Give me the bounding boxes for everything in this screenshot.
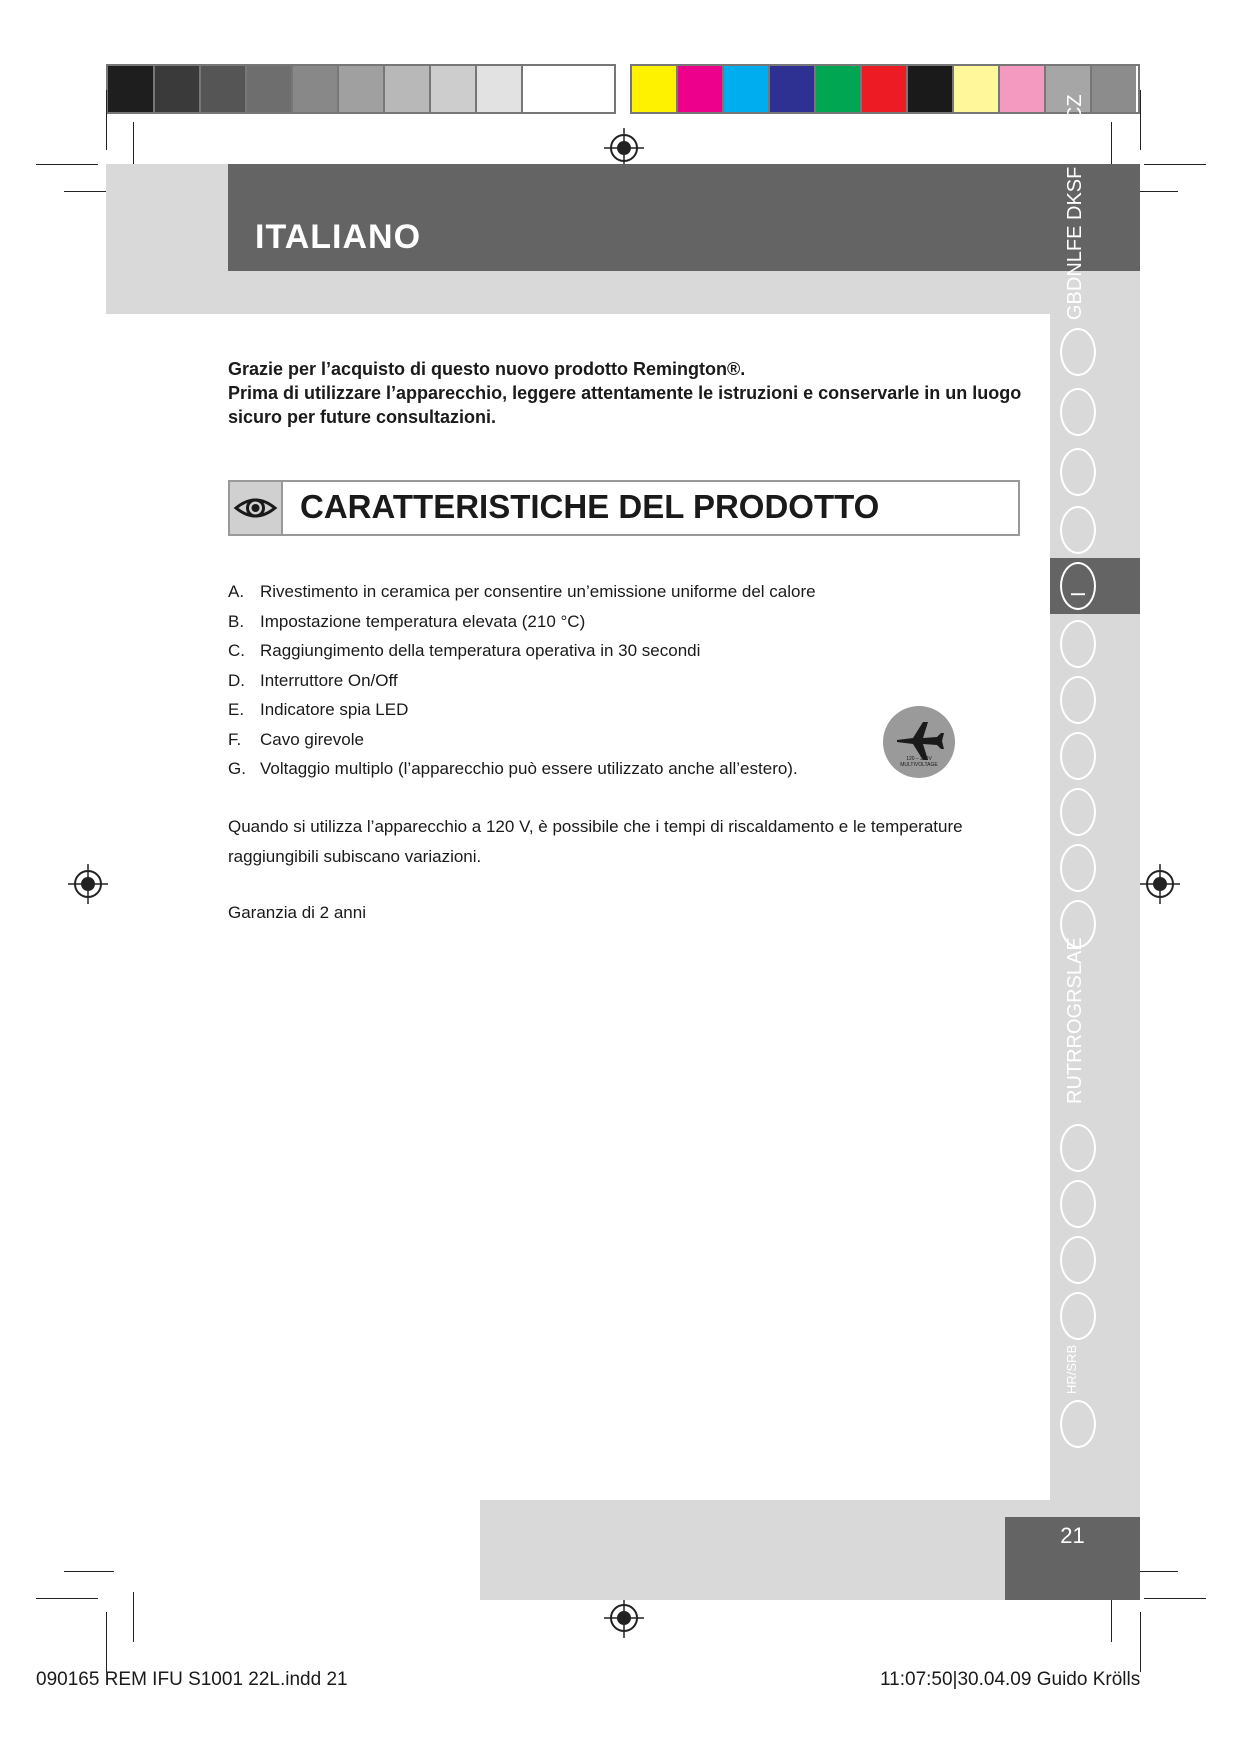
item-letter: A. <box>228 582 245 601</box>
swatch <box>1092 66 1136 112</box>
language-tab[interactable] <box>1060 732 1096 780</box>
registration-mark-icon <box>604 128 644 168</box>
registration-mark-icon <box>604 1598 644 1638</box>
crop-mark <box>106 90 107 150</box>
swatch <box>431 66 477 112</box>
item-text: Impostazione temperatura elevata (210 °C) <box>260 611 586 631</box>
swatch <box>862 66 908 112</box>
crop-mark <box>1140 90 1141 150</box>
item-letter: C. <box>228 641 245 660</box>
swatch <box>678 66 724 112</box>
swatch <box>816 66 862 112</box>
item-text: Rivestimento in ceramica per consentire un’emissione uniforme del calore <box>260 582 816 601</box>
language-tab[interactable] <box>1060 506 1096 554</box>
voltage-badge-text: 120 – 240V MULTIVOLTAGE <box>900 756 938 768</box>
item-text: Raggiungimento della temperatura operativa in 30 secondi <box>260 641 701 660</box>
grayscale-color-bar <box>106 64 616 114</box>
language-tab[interactable] <box>1060 1124 1096 1172</box>
crop-mark <box>1144 1598 1206 1599</box>
swatch <box>523 66 568 112</box>
swatch <box>385 66 431 112</box>
crop-mark <box>64 1571 114 1572</box>
active-tab-label: I <box>1068 591 1090 597</box>
warranty-text: Garanzia di 2 anni <box>228 903 366 922</box>
eye-icon <box>230 482 281 534</box>
language-tab[interactable] <box>1060 448 1096 496</box>
intro-text <box>228 357 1028 429</box>
list-item <box>228 730 816 760</box>
list-item <box>228 700 816 730</box>
voltage-badge <box>883 706 955 778</box>
crop-mark <box>1144 164 1206 165</box>
item-text: Interruttore On/Off <box>260 670 398 690</box>
intro-line-1: Grazie per l’acquisto di questo nuovo prodotto Remington®. <box>228 359 746 379</box>
language-tab[interactable] <box>1060 1180 1096 1228</box>
crop-mark <box>133 1592 134 1642</box>
crop-mark <box>1140 1612 1141 1672</box>
item-letter: F. <box>228 729 242 749</box>
swatch <box>293 66 339 112</box>
language-tab[interactable] <box>1060 620 1096 668</box>
item-letter: G. <box>228 759 246 778</box>
swatch <box>477 66 523 112</box>
section-icon-box <box>228 480 283 536</box>
swatch <box>954 66 1000 112</box>
language-tab[interactable] <box>1060 788 1096 836</box>
sidebar-bottom-codes: HR/SRB <box>1064 1344 1079 1394</box>
swatch <box>632 66 678 112</box>
item-letter: E. <box>228 700 245 719</box>
sidebar-bottom-languages: RUTRROGRSLAE <box>1064 937 1086 1104</box>
language-tab[interactable] <box>1060 676 1096 724</box>
item-letter: B. <box>228 611 245 631</box>
swatch <box>155 66 201 112</box>
features-list <box>228 582 816 789</box>
voltage-note: Quando si utilizza l’apparecchio a 120 V, è possibile che i tempi di riscaldamento e le temperature raggiungibili subiscano variazioni. <box>228 817 963 866</box>
swatch <box>108 66 155 112</box>
list-item <box>228 641 816 671</box>
language-tab[interactable] <box>1060 388 1096 436</box>
swatch <box>247 66 293 112</box>
language-tab[interactable] <box>1060 1400 1096 1448</box>
list-item <box>228 671 816 701</box>
swatch <box>339 66 385 112</box>
crop-mark <box>106 1612 107 1672</box>
footer-file-info: 090165 REM IFU S1001 22L.indd 21 <box>36 1669 348 1690</box>
item-text: Cavo girevole <box>260 729 364 749</box>
swatch <box>724 66 770 112</box>
swatch <box>770 66 816 112</box>
item-text: Voltaggio multiplo (l’apparecchio può essere utilizzato anche all’estero). <box>260 759 798 778</box>
language-tab[interactable] <box>1060 1236 1096 1284</box>
item-letter: D. <box>228 670 245 690</box>
language-tab[interactable] <box>1060 1292 1096 1340</box>
language-tab-selected[interactable] <box>1060 562 1096 610</box>
crop-mark <box>36 164 98 165</box>
intro-line-2: Prima di utilizzare l’apparecchio, leggere attentamente le istruzioni e conservarle in un luogo sicuro per future consultazioni. <box>228 383 1022 427</box>
swatch <box>1000 66 1046 112</box>
swatch <box>201 66 247 112</box>
page-title: ITALIANO <box>255 218 422 256</box>
registration-mark-icon <box>68 864 108 904</box>
list-item <box>228 582 816 612</box>
page-number: 21 <box>1060 1523 1085 1548</box>
registration-mark-icon <box>1140 864 1180 904</box>
swatch <box>908 66 954 112</box>
language-tab[interactable] <box>1060 328 1096 376</box>
crop-mark <box>36 1598 98 1599</box>
footer-timestamp: 11:07:50|30.04.09 Guido Krölls <box>880 1669 1141 1690</box>
item-text: Indicatore spia LED <box>260 700 409 719</box>
language-tab[interactable] <box>1060 844 1096 892</box>
list-item <box>228 759 816 789</box>
list-item <box>228 612 816 642</box>
section-title: CARATTERISTICHE DEL PRODOTTO <box>300 488 880 525</box>
sidebar-top-languages: GBDNLFE DKSF PSKCZ <box>1064 94 1086 320</box>
